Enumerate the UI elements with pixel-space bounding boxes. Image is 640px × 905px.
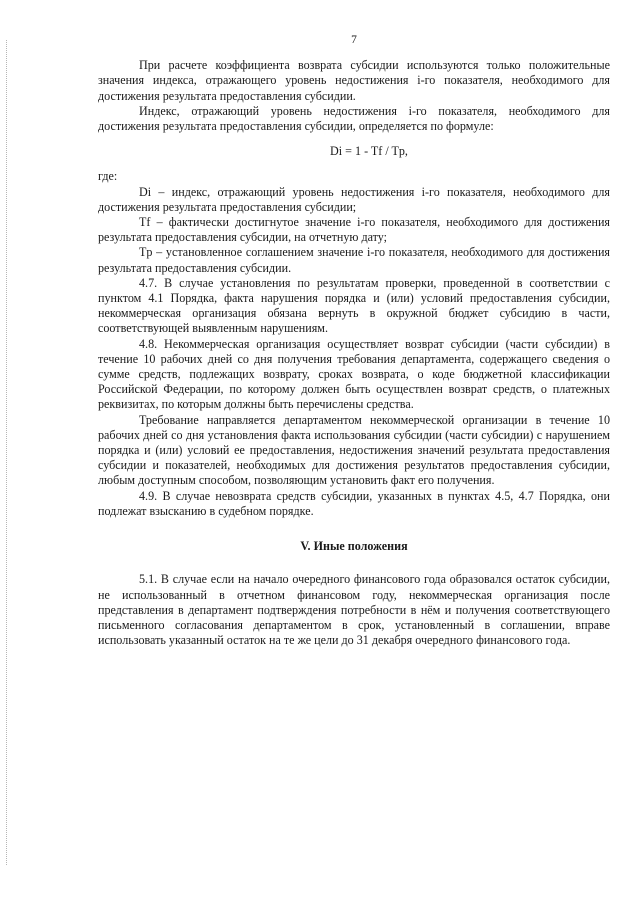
paragraph-positive-values: При расчете коэффициента возврата субсидии используются только положительные значения индекса, отражающего уровень недостижения i-го показателя, необходимого для достижения результата предоставления субсидии. — [98, 58, 610, 103]
formula: Di = 1 - Tf / Tp, — [330, 144, 408, 159]
clause-4-7: 4.7. В случае установления по результатам проверки, проведенной в соответствии с пунктом 4.1 Порядка, факта нарушения порядка и (или) условий предоставления субсидии, некоммерческая организация обязана вернуть в окружной бюджет субсидию в части, соответствующей выявленным нарушениям. — [98, 275, 610, 336]
clause-4-8: 4.8. Некоммерческая организация осуществляет возврат субсидии (части субсидии) в течение 10 рабочих дней со дня получения требования департамента, содержащего сведения о сумме средств, подлежащих возврату, сроках возврата, о коде бюджетной классификации Российской Федерации, по которому должен быть осуществлен возврат средств, о платежных реквизитах, по которым должны быть перечислены средства. — [98, 336, 610, 412]
clause-5-1: 5.1. В случае если на начало очередного финансового года образовался остаток субсидии, не использованный в отчетном финансовом году, некоммерческая организация после представления в департамент подтверждения потребности в нём и получения соответствующего письменного согласования департаментом в срок, установленный в соглашении, вправе использовать указанный остаток на те же цели до 31 декабря очередного финансового года. — [98, 572, 610, 648]
scan-edge-line — [6, 40, 7, 865]
page-number: 7 — [351, 34, 357, 46]
clause-4-9: 4.9. В случае невозврата средств субсидии, указанных в пунктах 4.5, 4.7 Порядка, они подлежат взысканию в судебном порядке. — [98, 488, 610, 518]
clause-4-8-requirement: Требование направляется департаментом некоммерческой организации в течение 10 рабочих дней со дня установления факта использования субсидии (части субсидии) с нарушением порядка и (или) условий ее предоставления, недостижения значений результата предоставления субсидии и показателей, необходимых для достижения результатов предоставления субсидии, любым доступным способом, позволяющим установить факт его получения. — [98, 412, 610, 488]
definition-tp: Tp – установленное соглашением значение i-го показателя, необходимого для достижения результата предоставления субсидии. — [98, 245, 610, 275]
definition-tf: Tf – фактически достигнутое значение i-го показателя, необходимого для достижения результата предоставления субсидии, на отчетную дату; — [98, 215, 610, 245]
section-heading: V. Иные положения — [300, 539, 408, 554]
where-label: где: — [98, 169, 118, 184]
definition-di: Di – индекс, отражающий уровень недостижения i-го показателя, необходимого для достижения результата предоставления субсидии; — [98, 184, 610, 214]
paragraph-index-definition: Индекс, отражающий уровень недостижения i-го показателя, необходимого для достижения результата предоставления субсидии, определяется по формуле: — [98, 103, 610, 134]
